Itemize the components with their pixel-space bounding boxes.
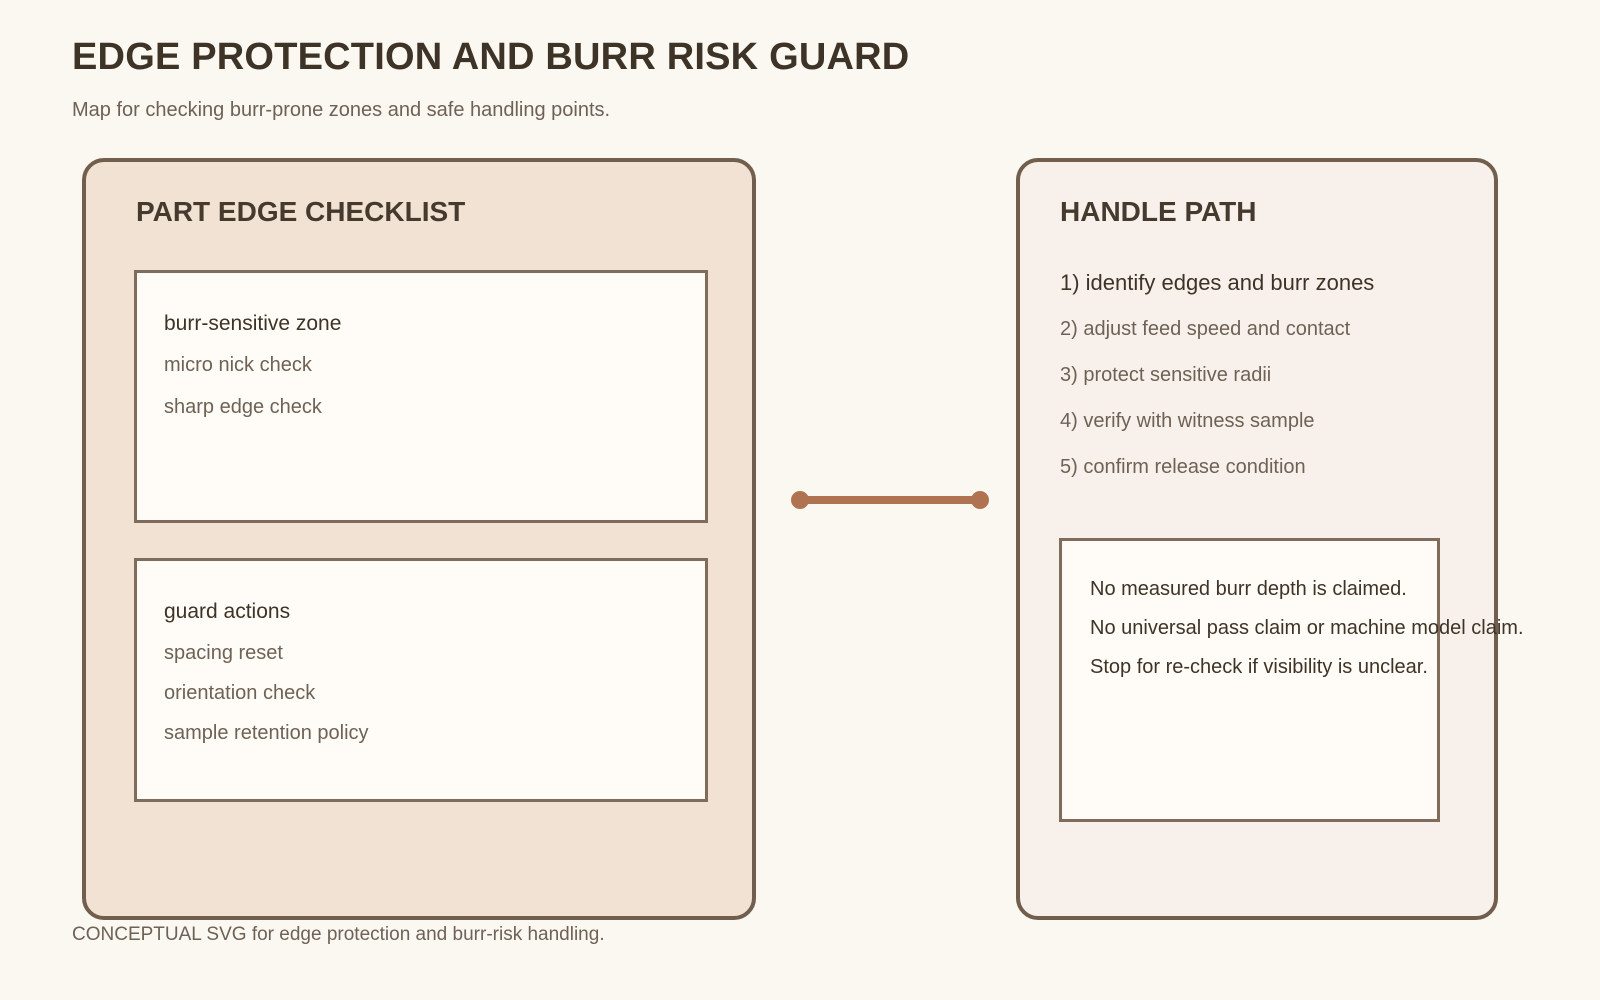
zone-item-sharp-edge: sharp edge check [164, 396, 322, 418]
handle-step-2: 2) adjust feed speed and contact [1060, 318, 1351, 340]
handle-step-5: 5) confirm release condition [1060, 456, 1306, 478]
connector-start-dot [791, 491, 809, 509]
part-edge-checklist-heading: PART EDGE CHECKLIST [136, 196, 466, 227]
guard-item-sample-retention: sample retention policy [164, 722, 369, 744]
note-no-universal-pass: No universal pass claim or machine model claim. [1090, 617, 1524, 639]
page-subtitle: Map for checking burr-prone zones and safe handling points. [72, 99, 611, 121]
handle-step-1: 1) identify edges and burr zones [1060, 270, 1375, 295]
handle-path-heading: HANDLE PATH [1060, 196, 1257, 227]
connector-end-dot [971, 491, 989, 509]
guard-item-spacing-reset: spacing reset [164, 642, 283, 664]
panel-connector [790, 490, 990, 512]
guard-actions-heading: guard actions [164, 600, 291, 623]
handle-step-4: 4) verify with witness sample [1060, 410, 1315, 432]
page-title: EDGE PROTECTION AND BURR RISK GUARD [72, 36, 910, 78]
guard-actions-box [134, 558, 708, 802]
note-no-burr-depth: No measured burr depth is claimed. [1090, 578, 1407, 600]
zone-item-micro-nick: micro nick check [164, 354, 312, 376]
footer-caption: CONCEPTUAL SVG for edge protection and burr-risk handling. [72, 924, 605, 945]
handle-step-3: 3) protect sensitive radii [1060, 364, 1272, 386]
guard-item-orientation-check: orientation check [164, 682, 316, 704]
note-stop-recheck: Stop for re-check if visibility is unclear. [1090, 656, 1428, 678]
burr-sensitive-zone-heading: burr-sensitive zone [164, 312, 342, 335]
